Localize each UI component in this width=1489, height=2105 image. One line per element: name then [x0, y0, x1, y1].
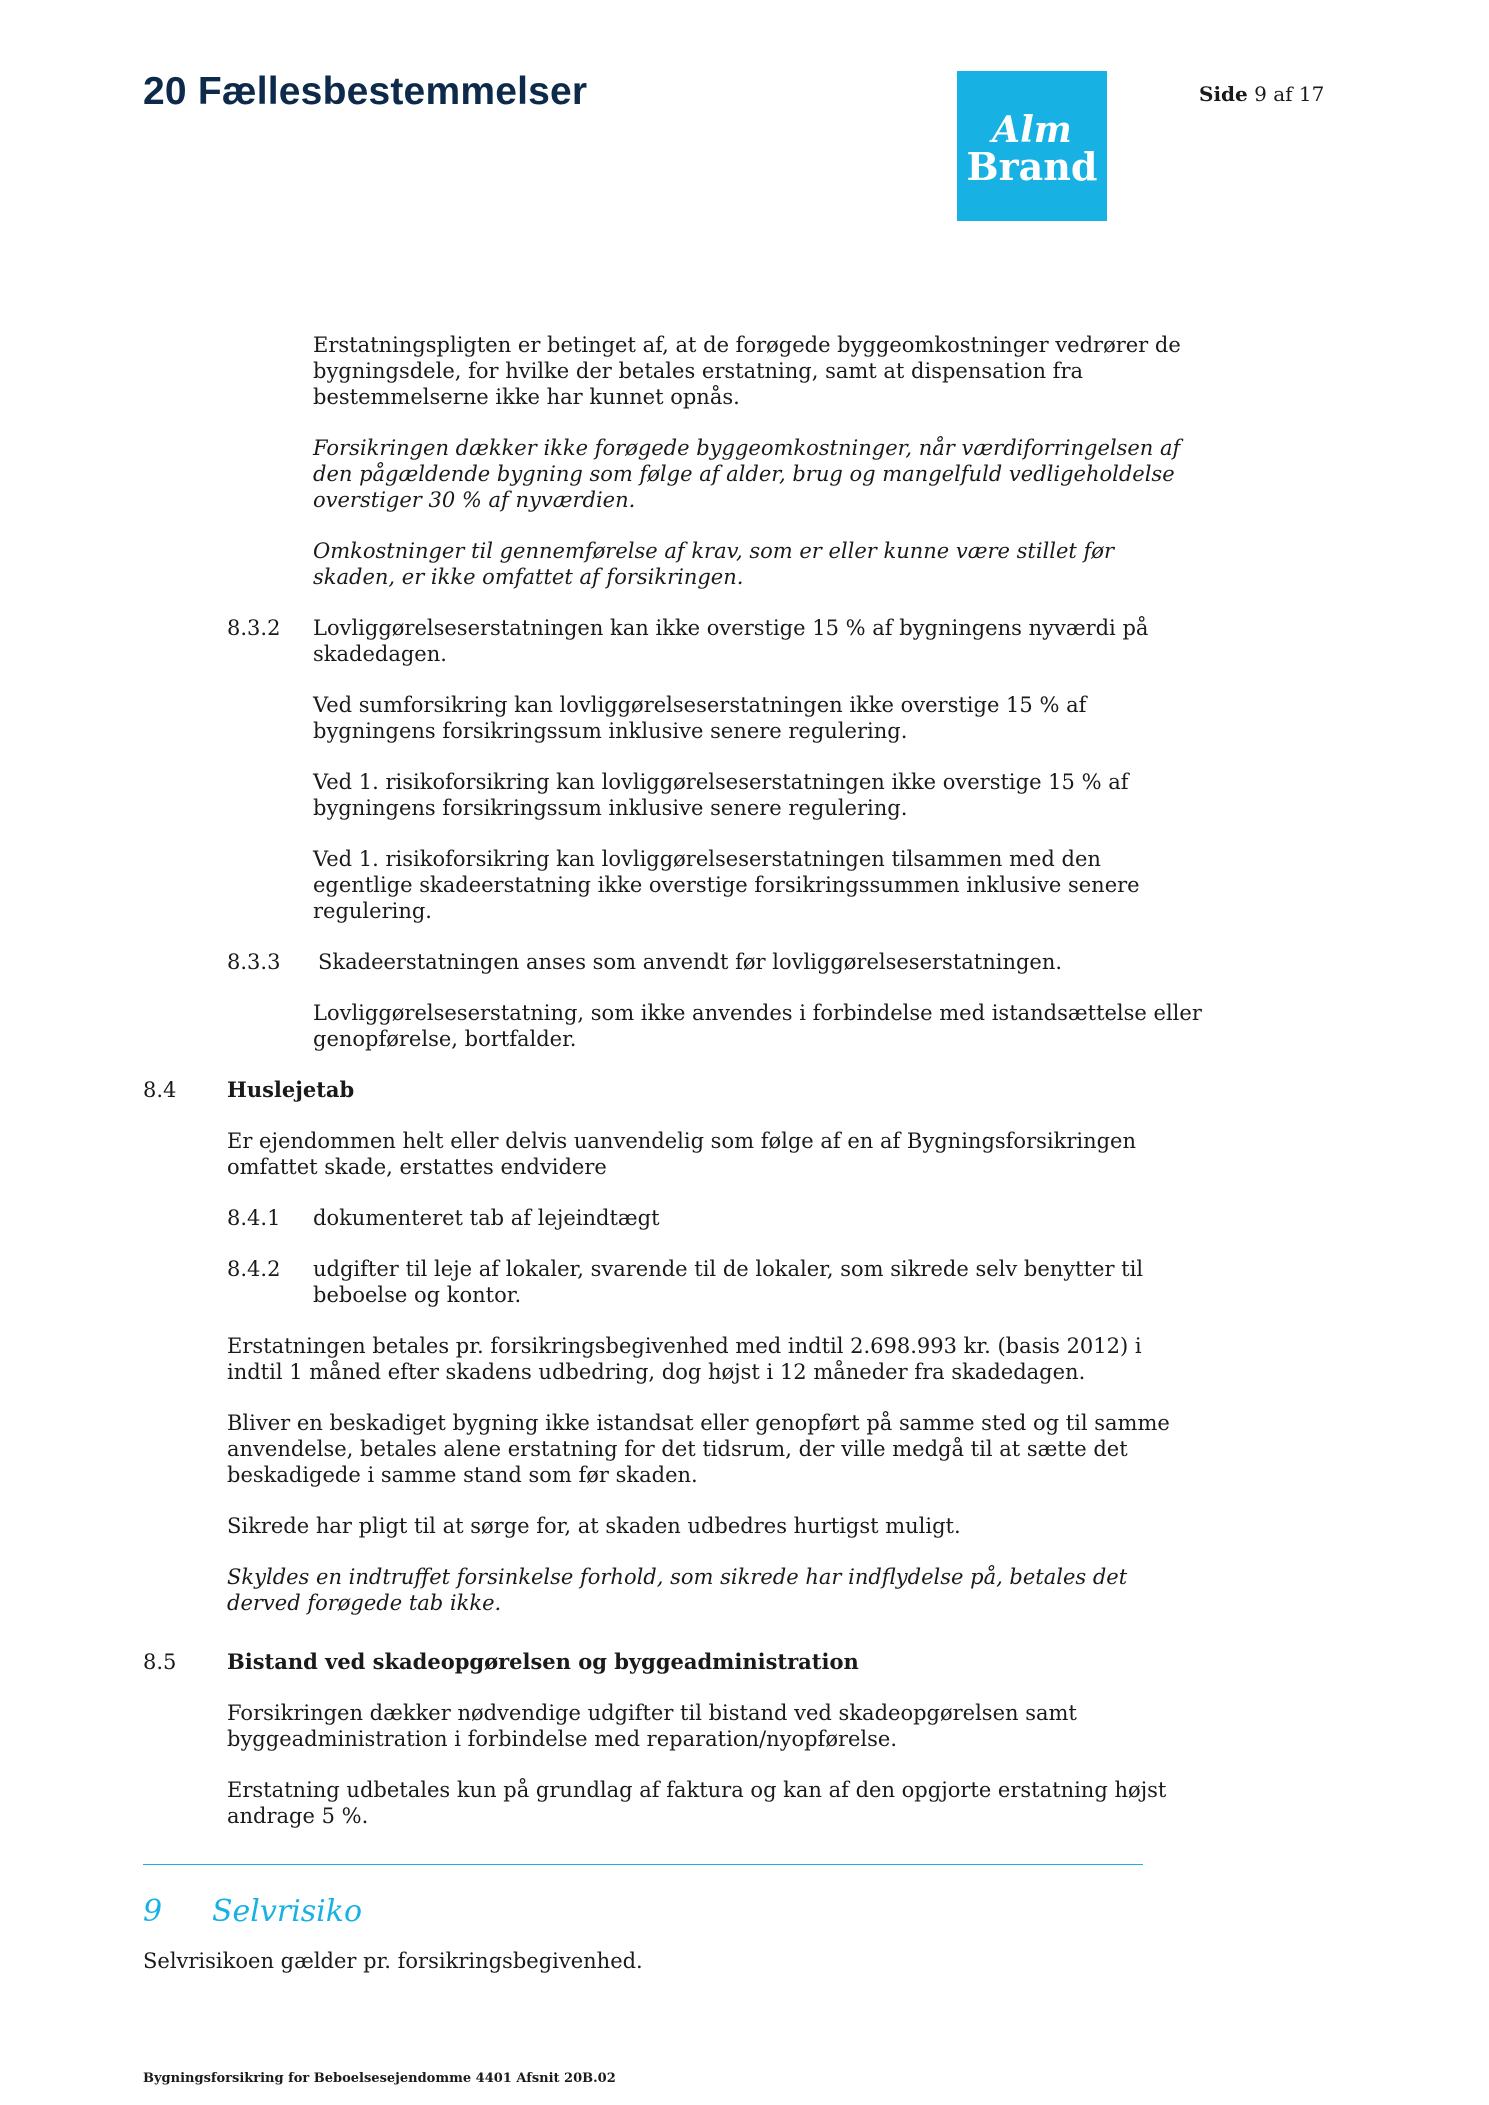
text-line: overstiger 30 % af nyværdien.	[313, 488, 636, 512]
text-line: Skyldes en indtruffet forsinkelse forhold, som sikrede har indflydelse på, betales det	[227, 1565, 1128, 1589]
text-line: Erstatning udbetales kun på grundlag af faktura og kan af den opgjorte erstatning højst	[227, 1778, 1167, 1802]
section-number: 8.3.2	[227, 616, 281, 640]
paragraph-84-delay	[227, 1564, 1127, 1616]
paragraph-84-intro	[227, 1128, 1136, 1180]
section-number: 8.4.1	[227, 1206, 281, 1230]
paragraph-832-sum	[313, 692, 1086, 744]
text-line: byggeadministration i forbindelse med reparation/nyopførelse.	[227, 1727, 898, 1751]
section-heading-bistand: Bistand ved skadeopgørelsen og byggeadministration	[227, 1649, 859, 1674]
text-line: derved forøgede tab ikke.	[227, 1591, 502, 1615]
text-line: Ved sumforsikring kan lovliggørelseserstatningen ikke overstige 15 % af	[313, 693, 1087, 717]
text-line: beskadigede i samme stand som før skaden.	[227, 1463, 698, 1487]
paragraph-832-risk-total	[313, 846, 1140, 924]
section-heading-huslejetab: Huslejetab	[227, 1077, 355, 1102]
paragraph-841: dokumenteret tab af lejeindtægt	[313, 1206, 660, 1230]
paragraph-selvrisiko: Selvrisikoen gælder pr. forsikringsbegivenhed.	[143, 1949, 643, 1973]
paragraph-833-lapse	[313, 1000, 1202, 1052]
section-number: 8.4.2	[227, 1257, 281, 1281]
section-number: 8.4	[143, 1078, 177, 1102]
text-line: omfattet skade, erstattes endvidere	[227, 1155, 607, 1179]
text-line: Ved 1. risikoforsikring kan lovliggørelseserstatningen tilsammen med den	[313, 847, 1101, 871]
text-line: indtil 1 måned efter skadens udbedring, dog højst i 12 måneder fra skadedagen.	[227, 1360, 1086, 1384]
paragraph-84-rebuild	[227, 1410, 1170, 1488]
text-line: bygningsdele, for hvilke der betales erstatning, samt at dispensation fra	[313, 359, 1084, 383]
alm-brand-logo	[957, 71, 1107, 221]
document-footer: Bygningsforsikring for Beboelsesejendomme 4401 Afsnit 20B.02	[143, 2071, 616, 2086]
text-line: Bliver en beskadiget bygning ikke istandsat eller genopført på samme sted og til samme	[227, 1411, 1170, 1435]
text-line: bygningens forsikringssum inklusive senere regulering.	[313, 719, 908, 743]
paragraph-84-amount	[227, 1333, 1142, 1385]
text-line: skadedagen.	[313, 642, 447, 666]
section-number-9: 9	[143, 1894, 163, 1929]
text-line: Forsikringen dækker nødvendige udgifter til bistand ved skadeopgørelsen samt	[227, 1701, 1077, 1725]
paragraph-85-coverage	[227, 1700, 1077, 1752]
text-line: Erstatningen betales pr. forsikringsbegivenhed med indtil 2.698.993 kr. (basis 2012) i	[227, 1334, 1142, 1358]
text-line: den pågældende bygning som følge af alder, brug og mangelfuld vedligeholdelse	[313, 462, 1175, 486]
page-title: 20 Fællesbestemmelser	[143, 70, 588, 113]
text-line: udgifter til leje af lokaler, svarende til de lokaler, som sikrede selv benytter til	[313, 1257, 1144, 1281]
paragraph-832-risk	[313, 769, 1129, 821]
text-line: Forsikringen dækker ikke forøgede byggeomkostninger, når værdiforringelsen af	[313, 436, 1181, 460]
section-number: 8.3.3	[227, 950, 281, 974]
text-line: Lovliggørelseserstatningen kan ikke overstige 15 % af bygningens nyværdi på	[313, 616, 1149, 640]
page-value: 9 af 17	[1254, 82, 1325, 106]
text-line: anvendelse, betales alene erstatning for det tidsrum, der ville medgå til at sætte det	[227, 1437, 1128, 1461]
text-line: genopførelse, bortfalder.	[313, 1027, 577, 1051]
logo-line-2: Brand	[966, 144, 1098, 189]
text-line: bygningens forsikringssum inklusive senere regulering.	[313, 796, 908, 820]
paragraph-833: Skadeerstatningen anses som anvendt før lovliggørelseserstatningen.	[318, 950, 1063, 974]
logo-line-1: Alm	[992, 109, 1072, 151]
text-line: bestemmelserne ikke har kunnet opnås.	[313, 385, 740, 409]
text-line: Omkostninger til gennemførelse af krav, som er eller kunne være stillet før	[313, 539, 1114, 563]
section-number: 8.5	[143, 1650, 177, 1674]
paragraph-84-duty: Sikrede har pligt til at sørge for, at skaden udbedres hurtigst muligt.	[227, 1514, 961, 1538]
section-heading-selvrisiko: Selvrisiko	[212, 1894, 363, 1929]
page-number	[1199, 82, 1324, 106]
text-line: skaden, er ikke omfattet af forsikringen.	[313, 565, 744, 589]
text-line: Ved 1. risikoforsikring kan lovliggørelseserstatningen ikke overstige 15 % af	[313, 770, 1129, 794]
paragraph-exclusion-value	[313, 435, 1180, 513]
page-label: Side	[1199, 82, 1248, 106]
text-line: andrage 5 %.	[227, 1804, 369, 1828]
section-divider	[143, 1864, 1143, 1865]
paragraph-842	[313, 1256, 1143, 1308]
paragraph-exclusion-claims	[313, 538, 1114, 590]
text-line: regulering.	[313, 899, 432, 923]
text-line: Lovliggørelseserstatning, som ikke anvendes i forbindelse med istandsættelse eller	[313, 1001, 1202, 1025]
paragraph-erstatningspligt	[313, 332, 1181, 410]
paragraph-832-limit	[313, 615, 1148, 667]
text-line: Er ejendommen helt eller delvis uanvendelig som følge af en af Bygningsforsikringen	[227, 1129, 1137, 1153]
paragraph-85-payment	[227, 1777, 1166, 1829]
text-line: beboelse og kontor.	[313, 1283, 522, 1307]
text-line: Erstatningspligten er betinget af, at de forøgede byggeomkostninger vedrører de	[313, 333, 1181, 357]
text-line: egentlige skadeerstatning ikke overstige forsikringssummen inklusive senere	[313, 873, 1140, 897]
